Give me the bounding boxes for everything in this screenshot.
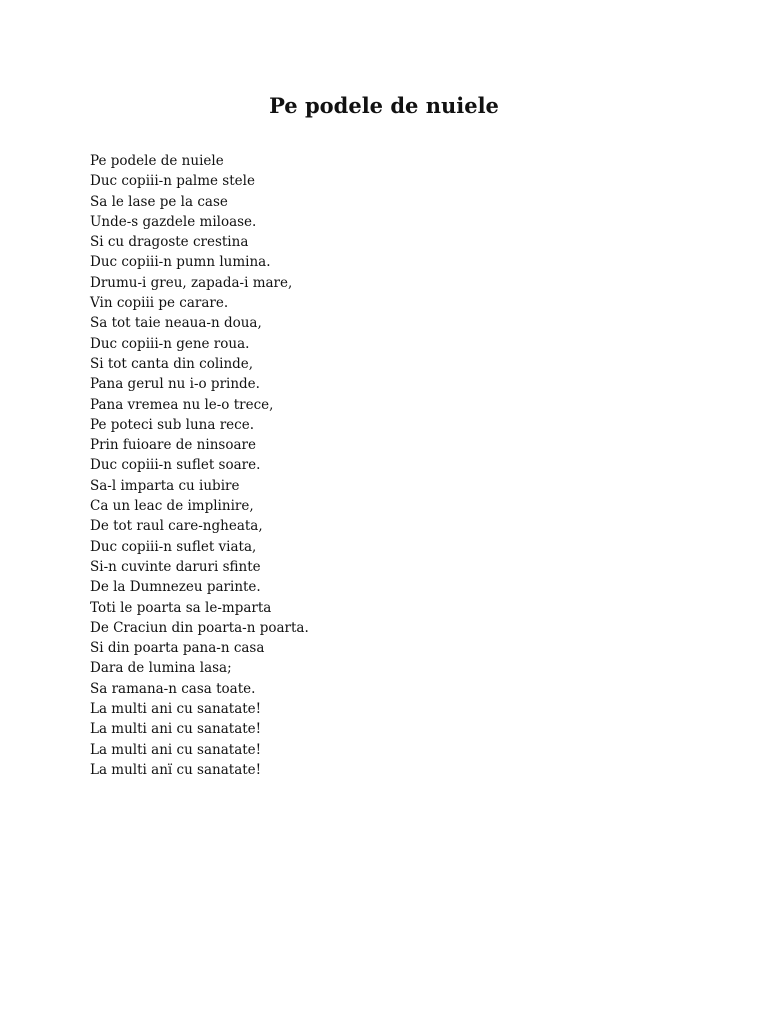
poem-line: Pana gerul nu i-o prinde. xyxy=(90,376,260,393)
poem-line: La multi ani cu sanatate! xyxy=(90,701,262,718)
poem-line: De Craciun din poarta-n poarta. xyxy=(90,619,309,636)
poem-line: Duc copiii-n pumn lumina. xyxy=(90,254,271,271)
poem-line: Sa tot taie neaua-n doua, xyxy=(90,315,262,332)
poem-line: Toti le poarta sa le-mparta xyxy=(90,599,272,616)
poem-line: Si din poarta pana-n casa xyxy=(90,640,265,657)
poem-line: Sa ramana-n casa toate. xyxy=(90,680,256,697)
poem-line: Unde-s gazdele miloase. xyxy=(90,213,257,230)
poem-line: Duc copiii-n gene roua. xyxy=(90,335,250,352)
poem-line: Pe podele de nuiele xyxy=(90,153,224,169)
poem-line: Sa le lase pe la case xyxy=(90,193,228,210)
poem-title: Pe podele de nuiele xyxy=(269,93,499,118)
poem-line: Si tot canta din colinde, xyxy=(90,355,254,372)
poem-line: Si-n cuvinte daruri sfinte xyxy=(90,558,261,575)
poem-line: Dara de lumina lasa; xyxy=(90,660,232,677)
poem-line: Si cu dragoste crestina xyxy=(90,234,249,251)
poem-line: Prin fuioare de ninsoare xyxy=(90,437,256,454)
poem-line: La multi ani cu sanatate! xyxy=(90,741,262,758)
poem-line: Pana vremea nu le-o trece, xyxy=(90,396,274,413)
poem-line: De la Dumnezeu parinte. xyxy=(90,579,261,596)
poem-line: Duc copiii-n palme stele xyxy=(90,173,255,190)
poem-line: Pe poteci sub luna rece. xyxy=(90,416,254,433)
poem-line: Duc copiii-n suflet soare. xyxy=(90,457,261,474)
poem-line: Duc copiii-n suflet viata, xyxy=(90,538,257,555)
poem-line: Ca un leac de implinire, xyxy=(90,498,254,515)
poem-line: Sa-l imparta cu iubire xyxy=(90,477,240,494)
poem-line: De tot raul care-ngheata, xyxy=(90,518,263,535)
poem-line: La multi ani cu sanatate! xyxy=(90,721,262,738)
poem-line: Drumu-i greu, zapada-i mare, xyxy=(90,274,293,291)
poem-line: Vin copiii pe carare. xyxy=(90,295,229,312)
poem-body xyxy=(90,151,690,780)
poem-line: La multi anï cu sanatate! xyxy=(90,761,262,778)
